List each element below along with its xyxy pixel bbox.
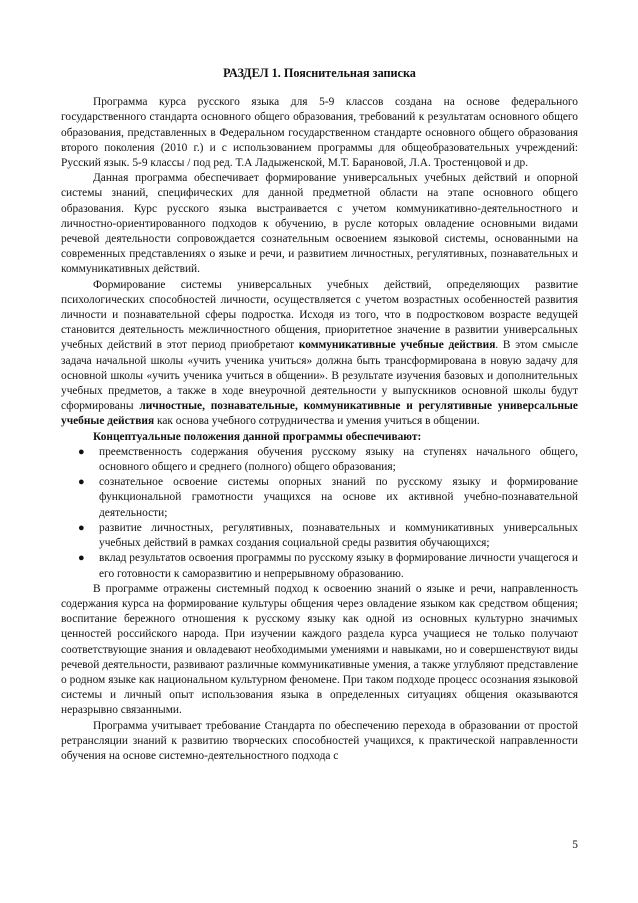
paragraph-text: . В этом смысле задача начальной школы «учить ученика учиться» должна быть трансформирована в новую задачу для основной школы «учить ученика учиться в общении». В результате изучения базовых и дополнительных учебных предметов, а также в ходе внеурочной деятельности у выпускников основной школы будут сформированы — [61, 339, 579, 413]
list-item-text: вклад результатов освоения программы по русскому языку в формирование личности учащегося и его готовности к саморазвитию и непрерывному образованию. — [99, 552, 578, 580]
list-item-text: сознательное освоение системы опорных знаний по русскому языку и формирование функциональной грамотности учащихся на основе их активной учебно-познавательной деятельности; — [99, 476, 578, 519]
document-body — [61, 66, 578, 764]
section-title: РАЗДЕЛ 1. Пояснительная записка — [223, 66, 416, 80]
paragraph-program-provides: Данная программа обеспечивает формирование универсальных учебных действий и опорной системы знаний, специфических для данной предметной области на этапе основного общего образования. Курс русского языка выстраивается с учетом коммуникативно-деятельностного и личностно-ориентированного подходов к обучению, в русле которых овладение основными видами речевой деятельности сопровождается сознательным освоением языковой системы, основанными на современных представлениях о языке и речи, и развитием личностных, регулятивных, познавательных и коммуникативных действий. — [61, 172, 578, 276]
bold-universal-actions-list: личностные, познавательные, коммуникативные и регулятивные универсальные учебные действия — [61, 400, 578, 428]
list-item-text: развитие личностных, регулятивных, познавательных и коммуникативных универсальных учебных действий в рамках создания социальной среды развития обучающихся; — [99, 521, 578, 550]
bullet-icon: ● — [78, 552, 85, 565]
paragraph-text: как основа учебного сотрудничества и умения учиться в общении. — [154, 415, 480, 428]
list-item — [61, 445, 578, 475]
concept-bullet-list — [61, 445, 578, 582]
bold-communicative-actions: коммуникативные учебные действия — [298, 339, 496, 352]
paragraph-universal-actions — [61, 278, 578, 430]
list-item — [61, 521, 578, 551]
list-item-text: преемственность содержания обучения русскому языку на ступенях начального общего, основного общего и среднего (полного) общего образования; — [99, 445, 578, 474]
bullet-icon: ● — [78, 445, 85, 458]
list-item — [61, 475, 578, 521]
paragraph-systemic-approach: В программе отражены системный подход к освоению знаний о языке и речи, направленность содержания курса на формирование культуры общения через овладение языком как средством общения; воспитание бережного отношения к русскому языку как одной из основных культурно значимых ценностей российского народа. При изучении каждого раздела курса учащиеся не только получают соответствующие знания и овладевают необходимыми умениями и навыками, но и совершенствуют виды речевой деятельности, развивают различные коммуникативные умения, а также углубляют представление о родном языке как национальном культурном феномене. При таком подходе процесс осознания языковой системы и личный опыт использования языка в определенных ситуациях общения оказываются неразрывно связанными. — [61, 582, 578, 717]
bullet-icon: ● — [78, 476, 85, 489]
bullet-icon: ● — [78, 521, 85, 534]
paragraph-standard-requirements: Программа учитывает требование Стандарта по обеспечению перехода в образовании от простой ретрансляции знаний к развитию творческих способностей учащихся, к практической направленности обучения на основе системно-деятельностного подхода с — [61, 719, 578, 762]
page-number: 5 — [572, 839, 578, 851]
paragraph-program-basis: Программа курса русского языка для 5-9 классов создана на основе федерального государственного стандарта основного общего образования, требований к результатам основного общего образования, представленных в Федеральном государственном стандарте основного общего образования второго поколения (2010 г.) и с использованием программы для общеобразовательных учреждений: Русский язык. 5-9 классы / под ред. Т.А Ладыженской, М.Т. Барановой, Л.А. Тростенцовой и др. — [61, 96, 578, 170]
list-item — [61, 551, 578, 581]
concept-heading: Концептуальные положения данной программы обеспечивают: — [93, 430, 422, 443]
paragraph-text: Формирование системы универсальных учебных действий, определяющих развитие психологических способностей личности, осуществляется с учетом возрастных особенностей развития личности и познавательной сферы подростка. Исходя из того, что в подростковом возрасте ведущей становится деятельность межличностного общения, приоритетное значение в развитии универсальных учебных действий в этот период приобретают — [61, 278, 578, 352]
